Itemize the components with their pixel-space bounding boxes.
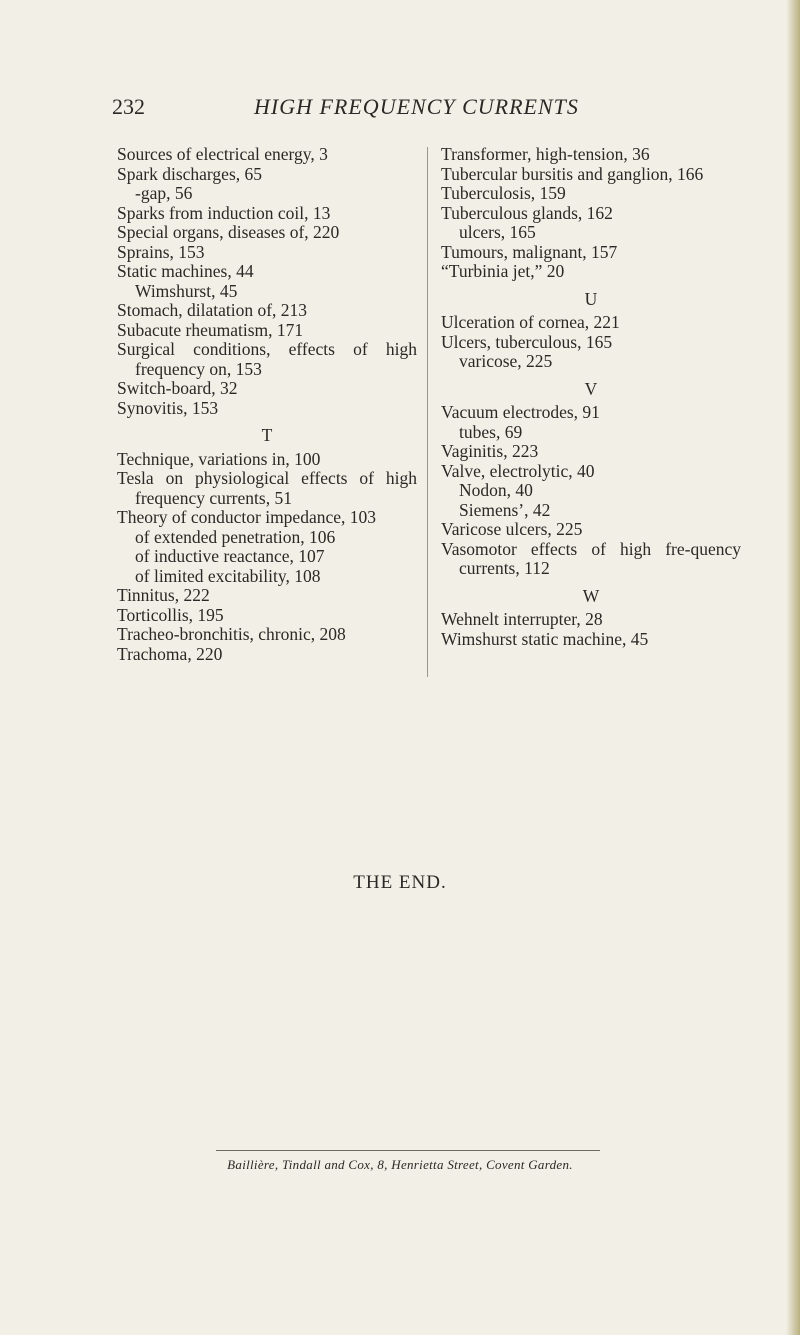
index-entry: Trachoma, 220 xyxy=(117,643,223,664)
section-letter: V xyxy=(584,378,598,399)
index-entry: Tinnitus, 222 xyxy=(117,585,210,605)
index-entry: Ulcers, tuberculous, 165 xyxy=(441,331,613,352)
section-letter: U xyxy=(584,288,598,309)
index-entry: Tuberculosis, 159 xyxy=(441,183,566,203)
index-entry: Theory of conductor impedance, 103 xyxy=(117,507,377,527)
printer-imprint: Baillière, Tindall and Cox, 8, Henrietta Street, Covent Garden. xyxy=(227,1157,573,1172)
index-entry: Subacute rheumatism, 171 xyxy=(117,319,304,340)
index-entry: Synovitis, 153 xyxy=(117,397,219,418)
index-entry: Wehnelt interrupter, 28 xyxy=(441,609,603,629)
index-column-left xyxy=(117,145,417,664)
index-entry: Vasomotor effects of high fre-quency currents, 112 xyxy=(441,538,741,578)
index-entry: Valve, electrolytic, 40 xyxy=(441,460,595,481)
index-subentry: Siemens’, 42 xyxy=(459,499,551,520)
column-divider xyxy=(427,147,428,677)
section-letter: W xyxy=(582,585,600,606)
index-entry: Vacuum electrodes, 91 xyxy=(441,402,600,422)
index-subentry: tubes, 69 xyxy=(459,421,523,442)
index-entry: Sources of electrical energy, 3 xyxy=(117,144,328,164)
index-column-right xyxy=(441,145,741,649)
index-entry: Technique, variations in, 100 xyxy=(117,448,321,469)
index-subentry: varicose, 225 xyxy=(459,351,553,371)
index-subentry: of limited excitability, 108 xyxy=(135,565,321,586)
index-entry: Tumours, malignant, 157 xyxy=(441,241,618,262)
index-subentry: Wimshurst, 45 xyxy=(135,280,238,301)
index-entry: Tubercular bursitis and ganglion, 166 xyxy=(441,163,704,184)
index-entry: Transformer, high-tension, 36 xyxy=(441,144,650,164)
index-entry: Spark discharges, 65 xyxy=(117,163,262,184)
index-entry: Vaginitis, 223 xyxy=(441,441,539,461)
index-subentry: of extended penetration, 106 xyxy=(135,526,336,547)
index-entry: “Turbinia jet,” 20 xyxy=(441,261,565,281)
index-entry: Sparks from induction coil, 13 xyxy=(117,202,331,223)
index-entry: Ulceration of cornea, 221 xyxy=(441,312,620,332)
index-entry: Tesla on physiological effects of high frequency currents, 51 xyxy=(117,468,417,508)
index-entry: Tracheo-bronchitis, chronic, 208 xyxy=(117,624,346,644)
page-edge xyxy=(786,0,800,1335)
index-entry: Static machines, 44 xyxy=(117,261,254,281)
index-entry: Sprains, 153 xyxy=(117,241,205,262)
index-entry: Tuberculous glands, 162 xyxy=(441,202,613,223)
index-subentry: -gap, 56 xyxy=(135,183,193,203)
end-text: THE END. xyxy=(353,872,447,893)
section-letter: T xyxy=(261,425,273,445)
index-entry: Wimshurst static machine, 45 xyxy=(441,628,649,649)
index-entry: Special organs, diseases of, 220 xyxy=(117,222,340,242)
index-entry: Varicose ulcers, 225 xyxy=(441,519,583,539)
index-entry: Switch-board, 32 xyxy=(117,378,238,398)
index-entry: Surgical conditions, effects of high frequency on, 153 xyxy=(117,339,417,379)
index-subentry: of inductive reactance, 107 xyxy=(135,546,325,566)
running-title: HIGH FREQUENCY CURRENTS xyxy=(254,94,579,119)
footer-rule xyxy=(216,1150,600,1151)
page-header xyxy=(0,94,800,124)
page-number: 232 xyxy=(112,94,145,119)
index-entry: Stomach, dilatation of, 213 xyxy=(117,300,308,320)
index-entry: Torticollis, 195 xyxy=(117,604,224,625)
index-subentry: ulcers, 165 xyxy=(459,222,536,242)
index-subentry: Nodon, 40 xyxy=(459,480,533,500)
